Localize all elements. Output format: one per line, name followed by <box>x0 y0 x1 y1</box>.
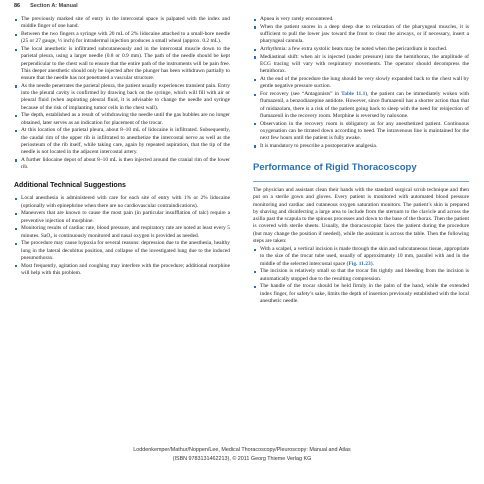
antagonists-text-before: For recovery (see “Antagonists” in <box>260 91 342 97</box>
left-column <box>14 16 230 278</box>
suggestions-list <box>14 195 230 277</box>
heading-rule <box>253 181 469 182</box>
list-item: The previously marked site of entry in the intercostal space is palpated with the index and middle finger of one hand. <box>14 16 230 31</box>
list-item: As the needle penetrates the parietal pleura, the patient usually experiences transient pain. Entry into the pleural cavity is confirmed by drawing back on the syringe, which will fill with air or pleural fluid (when aspirating pleural fluid, it is advisable to change the needle and syringe because of the risk of implanting tumor cells in the chest wall). <box>14 83 230 112</box>
chapter-heading: Performance of Rigid Thoracoscopy <box>253 162 417 173</box>
table-reference-link[interactable]: Table 11.1 <box>341 91 366 97</box>
list-item: Apnea is very rarely encountered. <box>253 16 469 23</box>
running-header <box>14 3 470 13</box>
subheading-additional-suggestions: Additional Technical Suggestions <box>14 182 126 190</box>
procedure-steps-list <box>253 246 469 305</box>
list-item: The procedure may cause hypoxia for several reasons: depression due to the anesthesia, healthy lung in the lateral decubitus position, and collapse of the investigated lung due to the induced pneumothorax. <box>14 240 230 262</box>
step-text: The incision is relatively small so that the trocar fits tightly and bleeding from the incision is automatically stopped due to the resulting compression. <box>260 268 469 282</box>
list-item: At the end of the procedure the lung should be very slowly expanded back to the chest wall by gentle negative pressure suction. <box>253 76 469 91</box>
body-paragraph: The physician and assistant clean their hands with the standard surgical scrub technique and then put on a sterile gown and gloves. Every patient is monitored with automated blood pressure monitoring and cardiac and cutaneous oxygen saturation monitors. The patient’s skin is prepared by shaving and disinfecting a large area to include from the sternum to the clavicle and across the axilla past the scapula to the spinous processes and down to the base of the thorax. Then the patient is covered with sterile sheets. Usually, the thoracoscopist faces the patient during the procedure (but may change the position if needed), while the assistant is across the table. Then the following steps are taken: <box>253 187 469 244</box>
list-item: When the patient snores in a deep sleep due to relaxation of the pharyngeal muscles, it is sufficient to pull the lower jaw toward the front to clear the airways, or if necessary, insert a pharyngeal cannula. <box>253 24 469 46</box>
list-item: The local anesthetic is infiltrated subcutaneously and in the intercostal muscle down to the parietal pleura, using a larger needle (0.8 or 0.9 mm). The path of the needle should be kept perpendicular to the chest wall to ensure that the entire path of the instruments will be pain free. This deeper anesthetic should only be injected after the plunger has been withdrawn partially to ensure that the needle has not penetrated a vascular structure. <box>14 46 230 82</box>
step-text: The handle of the trocar should be held firmly in the palm of the hand, while the extended index finger, for safety’s sake, limits the depth of insertion previously established with the local anesthetic needle. <box>260 283 469 304</box>
step-text: With a scalpel, a vertical incision is made through the skin and subcutaneous tissue, appropriate to the size of the trocar tube used, usually of approximately 10 mm, parallel with and in the middle of the selected intercostal space ( <box>260 246 469 267</box>
list-item: Between the two fingers a syringe with 20 mL of 2% lidocaine attached to a small-bore needle (25 or 27 gauge, ½ inch) for intradermal injection produces a small wheal (approx. 0.2 mL). <box>14 31 230 46</box>
section-title: Section A: Manual <box>30 3 78 9</box>
footer-copyright: (ISBN 9783131462213), © 2011 Georg Thieme Verlag KG <box>172 456 312 462</box>
antagonists-text-after: ), the patient can be immediately woken with flumazenil, a benzodiazepine antidote. However, since flumazenil has a shorter action than that of midazolam, there is a risk of the patient going back to sleep with the need for reinjection of flumazenil in the recovery room. Morphine is reversed by naloxone. <box>260 91 469 119</box>
list-item: Monitoring results of cardiac rate, blood pressure, and respiratory rate are noted at least every 5 minutes. SaO₂ is continuously monitored and nasal oxygen is provided as needed. <box>14 225 230 240</box>
list-item <box>253 283 469 305</box>
page-number: 86 <box>14 3 21 9</box>
list-item <box>253 246 469 268</box>
footer-citation: Loddenkemper/Mathur/Noppen/Lee, Medical Thoracoscopy/Pleuroscopy: Manual and Atlas <box>133 447 351 453</box>
right-column <box>253 16 469 306</box>
list-item: Maneuvers that are known to cause the most pain (in particular insufflation of talc) require a preventive injection of morphine. <box>14 210 230 225</box>
page-footer <box>0 446 484 464</box>
list-item: At this location of the parietal pleura, about 8–10 mL of lidocaine is infiltrated. Subsequently, the caudal rim of the upper rib is infiltrated to anesthetize the intercostal nerve as well as the periosteum of the rib itself, while taking care, again by repeated aspiration, that the tip of the needle is not located in the adjacent intercostal artery. <box>14 127 230 156</box>
step-text-after: ). <box>370 260 374 267</box>
list-item: Most frequently, agitation and coughing may interfere with the procedure; additional morphine will help with this problem. <box>14 263 230 278</box>
list-item: Observation in the recovery room is obligatory as for any anesthetized patient. Continuous oxygenation can be titrated down according to need. The intravenous line is maintained for the next few hours until the patient is fully awake. <box>253 121 469 143</box>
list-item <box>253 91 469 120</box>
list-item: Arrhythmia: a few extra systolic beats may be noted when the pericardium is touched. <box>253 46 469 53</box>
list-item: Local anesthesia is administered with care for each site of entry with 1% or 2% lidocaine (optionally with epinephrine when there are no cardiovascular contraindications). <box>14 195 230 210</box>
complications-list <box>253 16 469 150</box>
anesthesia-steps-list <box>14 16 230 171</box>
list-item: It is mandatory to prescribe a postoperative analgesia. <box>253 143 469 150</box>
list-item: A further lidocaine depot of about 8–10 mL is then injected around the cranial rim of the lower rib. <box>14 157 230 172</box>
list-item: Mediastinal shift: when air is injected (under pressure) into the hemithorax, the amplitude of ECG tracing will vary with respiratory movements. The operator should decompress the hemithorax. <box>253 54 469 76</box>
list-item <box>253 268 469 283</box>
figure-reference-link[interactable]: Fig. 11.23 <box>348 260 371 267</box>
list-item: The depth, established as a result of withdrawing the needle until the gas bubbles are no longer obtained, later serves as an indication for placement of the trocar. <box>14 112 230 127</box>
